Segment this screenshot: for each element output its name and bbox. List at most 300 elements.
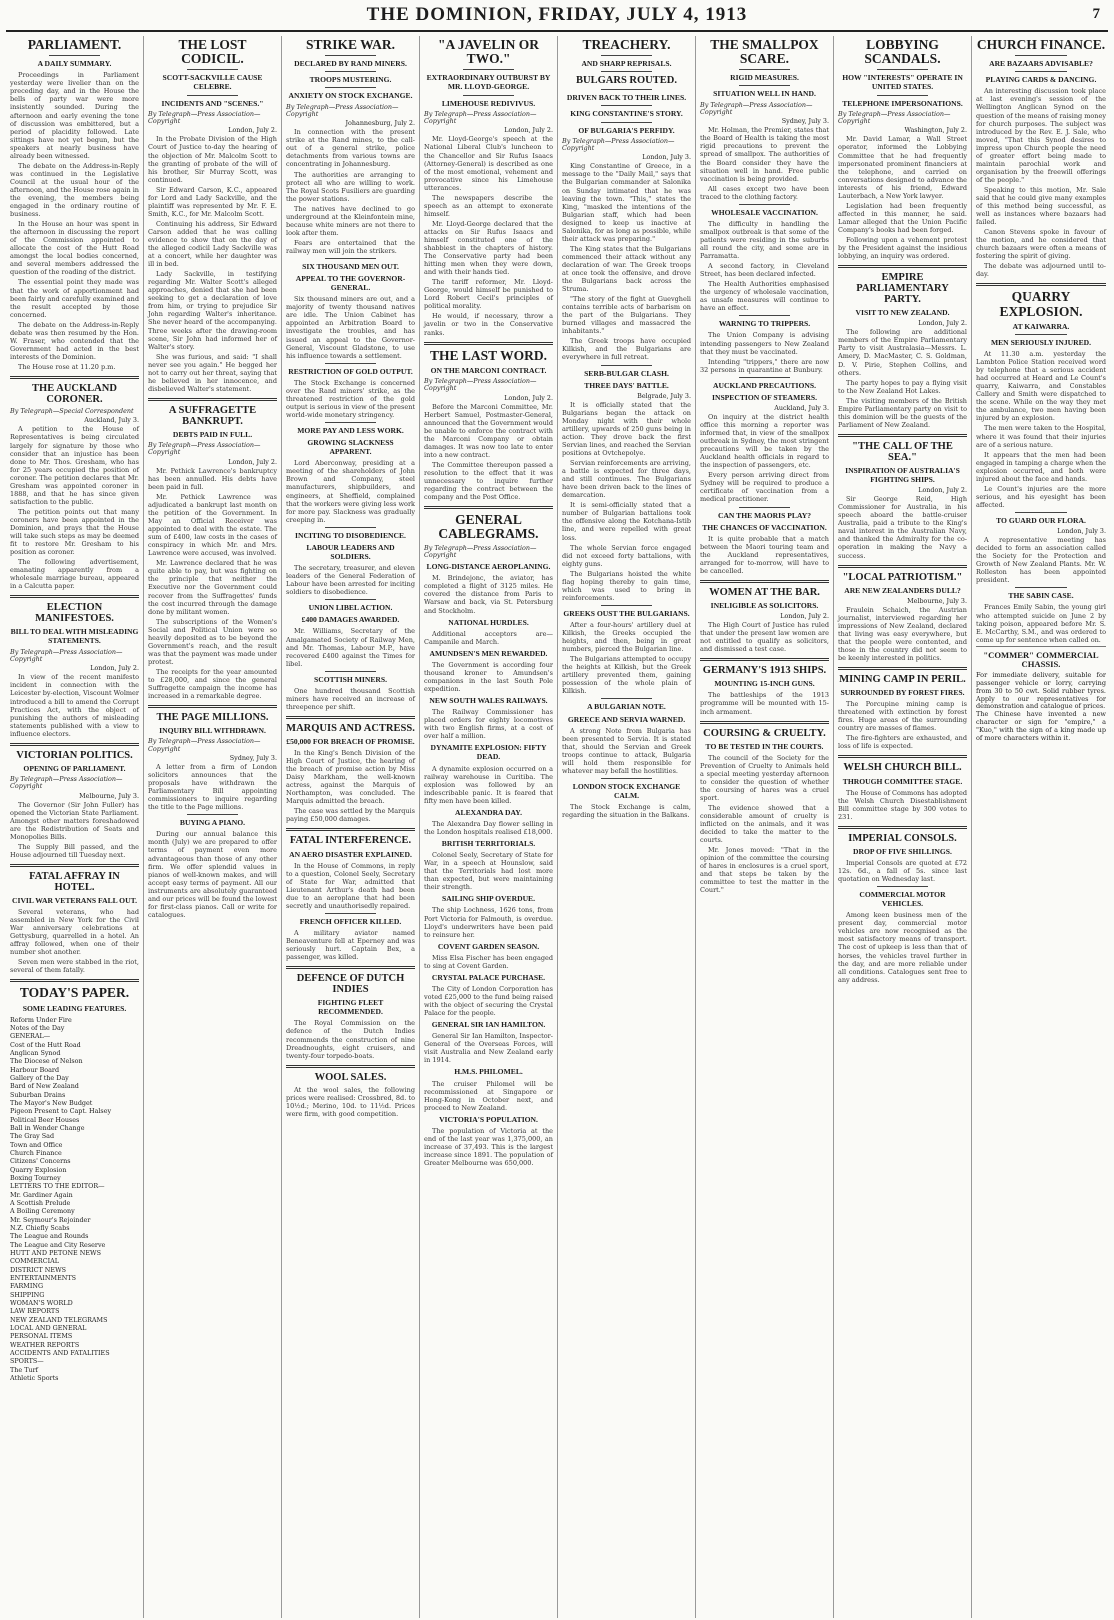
deck-item: CRYSTAL PALACE PURCHASE. — [431, 972, 546, 982]
article-body: In view of the recent manifesto incident in connection with the Leicester by-election, Viscount Wolmer introduced a bill to amend the Corrupt Practices Act, with the object of punishing the authors of misleading statements published with a view to influence electors. — [10, 673, 140, 738]
index-entry — [10, 1341, 139, 1349]
index-entry-label: WOMAN'S WORLD — [10, 1298, 73, 1307]
article-body: The Railway Commissioner has placed orders for eighty locomotives with two English firms, at a cost of over half a million. — [424, 708, 553, 741]
dateline: London, July 3. — [642, 153, 691, 162]
article-body: The Alexandra Day flower selling in the London hospitals realised £18,000. — [424, 819, 553, 836]
headline-page-millions: THE PAGE MILLIONS. — [156, 712, 269, 724]
article-body: Additional acceptors are—Campanile and March. — [424, 629, 553, 646]
index-entry — [10, 1057, 139, 1065]
index-entry-label: SHIPPING — [10, 1290, 45, 1299]
index-entry — [10, 1157, 139, 1165]
byline: By Telegraph—Press Association—Copyright — [10, 774, 123, 791]
column-1 — [6, 36, 144, 1618]
index-entry — [10, 1307, 139, 1315]
deck-item: SAILING SHIP OVERDUE. — [441, 894, 536, 904]
deck: GROWING SLACKNESS APPARENT. — [307, 438, 394, 457]
headline-defence-dutch-indies: DEFENCE OF DUTCH INDIES — [296, 973, 405, 996]
deck: BUYING A PIANO. — [179, 818, 246, 828]
deck: DRIVEN BACK TO THEIR LINES. — [566, 93, 687, 103]
index-entry — [10, 1266, 139, 1274]
deck: BILL TO DEAL WITH MISLEADING STATEMENTS. — [10, 627, 139, 646]
byline: By Telegraph—Press Association—Copyright — [424, 109, 537, 126]
column-3 — [282, 36, 420, 1618]
deck: FRENCH OFFICER KILLED. — [299, 916, 402, 926]
article-body: A petition to the House of Representatives is being circulated largely for signature by those who consider that an injustice has been done to Mr. Thos. Gresham, who has for 25 years occupied the position of coroner. The petition declares that Mr. Gresham was appointed coroner in 1888, and that he has since given satisfaction to the public. The petition points out that many coroners have been appointed in the Dominion, and prays that the House will take such steps as may be deemed fit to restore Mr. Gresham to his position as coroner. The following advertisement, emanating apparently from a wholesale marriage bureau, appeared in a Calcutta paper. — [10, 425, 139, 591]
deck: KING CONSTANTINE'S STORY. — [570, 109, 683, 119]
index-entry-label: LETTERS TO THE EDITOR— — [10, 1182, 105, 1191]
dateline: London, July 2. — [504, 126, 553, 135]
index-entry — [10, 1116, 139, 1124]
deck: INQUIRY BILL WITHDRAWN. — [159, 726, 266, 736]
index-entry-label: Bard of New Zealand — [10, 1082, 79, 1091]
dateline: Johannesburg, July 2. — [345, 119, 415, 128]
dateline: London, July 2. — [780, 612, 829, 621]
dateline: London, July 2. — [504, 393, 553, 402]
index-entry — [10, 1141, 139, 1149]
article-body: Mr. Williams, Secretary of the Amalgamated Society of Railway Men, and Mr. Thomas, Labour M.P., have recovered £400 against the Times for libel. — [286, 627, 415, 668]
dateline: London, July 2. — [228, 126, 277, 135]
headline-mining-camp: MINING CAMP IN PERIL. — [839, 674, 966, 686]
index-entry — [10, 1357, 139, 1365]
article-body: It is quite probable that a match between the Maori touring team and the Auckland representatives, arranged for to-morrow, will have to be cancelled. — [700, 534, 829, 575]
headline-fatal-interference: FATAL INTERFERENCE. — [289, 835, 412, 847]
headline-auckland-coroner: THE AUCKLAND CORONER. — [32, 382, 117, 405]
headline-todays-paper: TODAY'S PAPER. — [19, 985, 130, 1001]
index-entry — [10, 1032, 139, 1040]
article-body: The Porcupine mining camp is threatened with extinction by forest fires. Huge areas of the surrounding country are masses of flames. The fire-fighters are exhausted, and loss of life is expected. — [838, 700, 967, 751]
byline: By Telegraph—Press Association—Copyright — [700, 100, 813, 116]
dateline: Sydney, July 3. — [229, 753, 277, 762]
deck-item: H.M.S. PHILOMEL. — [454, 1067, 523, 1077]
index-entry-label: ENTERTAINMENTS — [10, 1273, 76, 1282]
index-entry-label: Gallery of the Day — [10, 1074, 69, 1083]
article-body: The Government is according four thousand kroner to Amundsen's companions in the last South Pole expedition. — [424, 660, 553, 694]
advertisement: Among keen business men of the present day, commercial motor vehicles are now recognised as the most satisfactory means of transport. The cost of upkeep is less than that of horses, the vehicles travel further in the day, and are more reliable under all conditions. Catalogues sent free to any address. — [838, 911, 967, 984]
column-7 — [834, 36, 972, 1618]
article-body: Mr. Lloyd-George's speech at the National Liberal Club's luncheon to the Chancellor and Sir Rufus Isaacs (Attorney-General) is described as one of the most emotional, vehement and provocative since his Limehouse utterances. The newspapers describe the speech as an attempt to exonerate himself. Mr. Lloyd-George declared that the attacks on Sir Rufus Isaacs and himself constituted one of the shabbiest in the chapters of history. The Conservative party had been hitting men when they were down, and with their hands tied. The tariff reformer, Mr. Lloyd-George, would himself be punished to Lord Robert Cecil's principles of political morality. He would, if necessary, throw a javelin or two in the Conservative ranks. — [424, 135, 553, 337]
article-body: The City of London Corporation has voted £25,000 to the fund being raised with the object of securing the Crystal Palace for the people. — [424, 984, 553, 1018]
ad-title: "COMMER" COMMERCIAL CHASSIS. — [983, 649, 1099, 669]
index-entry-label: Athletic Sports — [10, 1373, 59, 1382]
article-body: The Stock Exchange is concerned over the Rand miners' strike, as the threatened restriction of the gold output is serious in view of the present world-wide monetary stringency. — [286, 378, 415, 419]
deck-bulgars-routed: BULGARS ROUTED. — [576, 75, 677, 87]
deck: RIGID MEASURES. — [730, 73, 799, 83]
article-body: An interesting discussion took place at last evening's session of the Wellington Anglican Synod on the question of the means of raising money for church purposes. The subject was introduced by the Rev. E. J. Sale, who moved, "That this Synod desires to impress upon Church people the need of greater effort being made to maintain parochial work and organisation by the freewill offerings of the people." Speaking to this motion, Mr. Sale said that he could give many examples of this method being successful, as well as instances where bazaars had failed. Canon Stevens spoke in favour of the motion, and he considered that church bazaars were often a means of fostering the spirit of giving. The debate was adjourned until to-day. — [976, 87, 1107, 279]
article-body: A letter from a firm of London solicitors announces that the proposals have withdrawn the Parliamentary Bill appointing commissioners to inquire regarding the title to the Page millions. — [148, 763, 277, 812]
index-entry-label: A Scottish Prelude — [10, 1198, 71, 1207]
deck: WARNING TO TRIPPERS. — [718, 319, 811, 329]
index-entry-label: FARMING — [10, 1282, 44, 1291]
dateline: Auckland, July 3. — [84, 416, 139, 425]
deck: APPEAL TO THE GOVERNOR-GENERAL. — [295, 274, 406, 293]
index-entry — [10, 1349, 139, 1357]
article-body: The Stock Exchange is calm, regarding the situation in the Balkans. — [562, 803, 691, 820]
index-entry — [10, 1049, 139, 1057]
deck: THROUGH COMMITTEE STAGE. — [842, 776, 963, 786]
index-entry-label: LOCAL AND GENERAL — [10, 1323, 87, 1332]
headline-election-manifestoes: ELECTION MANIFESTOES. — [35, 602, 114, 625]
article-body: Sir George Reid, High Commissioner for Australia, in his speech aboard the battle-cruiser Australia, paid a tribute to the King's naval interest in the Australian Navy, and thanked the Admiralty for the co-operation in making the Navy a success. — [838, 495, 967, 560]
deck: LIMEHOUSE REDIVIVUS. — [441, 98, 536, 108]
index-entry-label: Anglican Synod — [10, 1049, 61, 1058]
article-body: Imperial Consols are quoted at £72 12s. 6d., a fall of 5s. since last quotation on Wednesday last. — [838, 858, 967, 884]
index-entry — [10, 1107, 139, 1115]
deck: ARE NEW ZEALANDERS DULL? — [844, 585, 961, 595]
article-body: Frances Emily Sabin, the young girl who attempted suicide on June 2 by taking poison, appeared before Mr. S. E. McCarthy, S.M., and was ordered to come up for sentence when called on. — [976, 603, 1106, 644]
dateline: Sydney, July 3. — [781, 117, 829, 126]
article-body: King Constantine of Greece, in a message to the "Daily Mail," says that the Bulgarian commander at Salonika on Sunday intimated that he was leaving the town. "This," states the King, "masked the intentions of the Bulgarian staff, which had been designed to keep us inactive at Salonika, for as long as possible, while their attack was preparing." The King states that the Bulgarians commenced their attack without any declaration of war. The Greek troops at once took the offensive, and drove the Bulgarians back across the Struma. "The story of the fight at Guevgheli contains terrible acts of barbarism on the part of the Bulgarians. They burned villages and massacred the inhabitants." The Greek troops have occupied Kilkish, and the Bulgarians are everywhere in full retreat. — [562, 162, 691, 362]
article-body: In the King's Bench Division of the High Court of Justice, the hearing of the breach of promise action by Miss Daisy Markham, the well-known actress, against the Marquis of Northampton, was concluded. The Marquis admitted the breach. The case was settled by the Marquis paying £50,000 damages. — [286, 749, 415, 824]
article-body: In connection with the present strike at the Rand mines, to the call-out of a general strike, police detachments from various towns are concentrating in Johannesburg. The authorities are arranging to protect all who are willing to work. The Royal Scots Fusiliers are guarding the power stations. The natives have declined to go underground at the Kleinfontein mine, because white miners are not there to look after them. Fears are entertained that the railway men will join the strikers. — [286, 128, 415, 255]
dateline: London, July 2. — [918, 486, 967, 495]
index-entry — [10, 1199, 139, 1207]
headline-strike-war: STRIKE WAR. — [305, 37, 396, 52]
deck: AND SHARP REPRISALS. — [581, 59, 672, 69]
article-body: Six thousand miners are out, and a majority of twenty thousand natives are idle. The Union Cabinet has appointed an Arbitration Board to investigate the troubles, and has issued an appeal to the Governor-General, Viscount Gladstone, to use his influence towards a settlement. — [286, 295, 415, 360]
index-entry — [10, 1149, 139, 1157]
page-number: 7 — [1092, 6, 1100, 22]
index-entry-label: Cost of the Hutt Road — [10, 1040, 81, 1049]
dateline: London, July 3. — [1057, 527, 1106, 536]
deck: SCOTTISH MINERS. — [313, 674, 387, 684]
deck: DROP OF FIVE SHILLINGS. — [853, 846, 952, 856]
deck: ON THE MARCONI CONTRACT. — [430, 365, 547, 375]
index-entry-label: WEATHER REPORTS — [10, 1340, 80, 1349]
deck: OPENING OF PARLIAMENT. — [23, 763, 126, 773]
deck: SOME LEADING FEATURES. — [22, 1003, 127, 1013]
headline-last-word: THE LAST WORD. — [430, 347, 547, 363]
deck: MEN SERIOUSLY INJURED. — [990, 337, 1092, 347]
article-body: On inquiry at the district health office this morning a reporter was informed that, in view of the smallpox outbreak in Sydney, the most stringent precautions will be taken by the Auckland health officials in regard to the inspection of passengers, etc. Every person arriving direct from Sydney will be required to produce a certificate of vaccination from a medical practitioner. — [700, 412, 829, 504]
deck-item: NATIONAL HURDLES. — [448, 617, 529, 627]
byline: By Telegraph—Press Association—Copyright — [148, 441, 261, 457]
article-body: Lord Aberconway, presiding at a meeting of the shareholders of John Brown and Company, steel manufacturers, shipbuilders, and engineers, at Sheffield, complained that the workers were giving less work for more pay. Slackness was gradually creeping in. — [286, 459, 415, 524]
article-body: A military aviator named Beneaventure fell at Eperney and was seriously hurt. Captain Bex, a passenger, was killed. — [286, 929, 415, 962]
deck: RESTRICTION OF GOLD OUTPUT. — [288, 366, 413, 376]
index-entry-label: Notes of the Day — [10, 1024, 65, 1033]
deck: MORE PAY AND LESS WORK. — [297, 426, 404, 436]
deck: INCITING TO DISOBEDIENCE. — [295, 530, 406, 540]
headline-fatal-affray: FATAL AFFRAY IN HOTEL. — [29, 870, 120, 893]
index-entry — [10, 1207, 139, 1215]
index-entry — [10, 1374, 139, 1382]
headline-germany-ships: GERMANY'S 1913 SHIPS. — [702, 665, 827, 677]
article-body: The Governor (Sir John Fuller) has opened the Victorian State Parliament. Amongst other matters foreshadowed are the Redistribution of Seats and Monopolies Bills. The Supply Bill passed, and the House adjourned till Tuesday next. — [10, 800, 139, 859]
index-entry-label: DISTRICT NEWS — [10, 1265, 67, 1274]
deck: THREE DAYS' BATTLE. — [584, 380, 669, 390]
article-body: A representative meeting has decided to form an association called the Society for the Protection and Growth of New Zealand Plants. Mr. W. Rolleston has been appointed president. — [976, 536, 1106, 585]
index-entry-label: Mr. Seymour's Rejoinder — [10, 1215, 91, 1224]
index-entry — [10, 1291, 139, 1299]
headline-empire-parliamentary: EMPIRE PARLIAMENTARY PARTY. — [856, 272, 949, 306]
article-body: Colonel Seely, Secretary of State for War, in a speech at Hounslow, said that the Territorials had lost more than expected, but were maintaining their strength. — [424, 851, 553, 892]
headline-suffragette-bankrupt: A SUFFRAGETTE BANKRUPT. — [168, 404, 257, 427]
deck-item: COVENT GARDEN SEASON. — [437, 941, 540, 951]
deck: COMMERCIAL MOTOR VEHICLES. — [859, 890, 946, 909]
headline-wool-sales: WOOL SALES. — [314, 1071, 387, 1083]
index-entry-label: The Gray Sad — [10, 1132, 55, 1141]
index-entry-label: The League and City Reserve — [10, 1240, 106, 1249]
index-entry — [10, 1224, 139, 1232]
deck-item: DYNAMITE EXPLOSION: FIFTY DEAD. — [430, 743, 547, 762]
deck-item: ALEXANDRA DAY. — [455, 807, 522, 817]
index-entry — [10, 1099, 139, 1107]
index-entry — [10, 1016, 139, 1024]
article-body: In the Probate Division of the High Court of Justice to-day the hearing of the objection of Mr. Malcolm Scott to the granting of probate of the will of his brother, Sir Murray Scott, was continued. Sir Edward Carson, K.C., appeared for Lord and Lady Sackville, and the plaintiff was represented by Mr. F. E. Smith, K.C., for Mr. Malcolm Scott. Continuing his address, Sir Edward Carson added that he was calling evidence to show that on the day of the alleged codicil Lady Sackville was at a concert, while her daughter was ill in bed. Lady Sackville, in testifying regarding Mr. Walter Scott's alleged approaches, denied that she had been seeking to get a declaration of love from him, or trying to prejudice Sir John regarding Walter's inheritance. She never heard of the accompanying. Three weeks after the drawing-room scene, Sir John had informed her of Walter's story. She was furious, and said: "I shall never see you again." He begged her not to carry out her threat, saying that he believed in her innocence, and disbelieved Walter's statement. — [148, 135, 277, 393]
index-entry — [10, 1124, 139, 1132]
article-body: Mr. Holman, the Premier, states that the Board of Health is taking the most rigid precautions to prevent the spread of smallpox. The authorities of the Board consider they have the situation well in hand. Free public vaccination is being provided. All cases except two have been traced to the clothing factory. — [700, 126, 829, 201]
index-entry — [10, 1182, 139, 1190]
deck: AT KAIWARRA. — [1012, 321, 1070, 331]
article-body: The population of Victoria at the end of the last year was 1,375,000, an increase of 37,493. This is the largest increase since 1891. The population of Greater Melbourne was 650,000. — [424, 1126, 553, 1168]
deck: £50,000 FOR BREACH OF PROMISE. — [286, 736, 415, 746]
deck-item: NEW SOUTH WALES RAILWAYS. — [429, 696, 548, 706]
index-entry — [10, 1174, 139, 1182]
deck-daily-summary: A DAILY SUMMARY. — [37, 59, 112, 69]
headline-smallpox-scare: THE SMALLPOX SCARE. — [710, 37, 819, 67]
index-entry-label: The Turf — [10, 1365, 38, 1374]
headline-church-finance: CHURCH FINANCE. — [976, 37, 1106, 52]
index-entry — [10, 1332, 139, 1340]
index-entry-label: Town and Office — [10, 1140, 63, 1149]
index-entry-label: The Mayor's New Budget — [10, 1099, 93, 1108]
article-body: Mr. David Lamar, a Wall Street operator, informed the Lobbying Committee that he had frequently impersonated prominent financiers at the telephone, and carried on conversations designed to advance the interests of his friend, Edward Lauterbach, a New York lawyer. Legislation had been frequently affected in this manner, he said. Lamar alleged that the Union Pacific Company's books had been forged. Following upon a vehement protest by the President against the insidious lobbying, an inquiry was ordered. — [838, 135, 967, 261]
article-body: The House of Commons has adopted the Welsh Church Disestablishment Bill committee stage by 300 votes to 231. — [838, 788, 967, 821]
index-entry-label: Harbour Board — [10, 1065, 60, 1074]
deck: LONDON STOCK EXCHANGE CALM. — [572, 781, 681, 801]
deck: TO BE TESTED IN THE COURTS. — [705, 741, 824, 751]
dateline: London, July 2. — [918, 319, 967, 328]
deck-item: GENERAL SIR IAN HAMILTON. — [431, 1020, 546, 1030]
index-entry-label: Ball in Wender Change — [10, 1124, 85, 1133]
deck: OF BULGARIA'S PERFIDY. — [578, 125, 675, 135]
article-body: Proceedings in Parliament yesterday were livelier than on the preceding day, and in the House the bells of party war were more insistently sounded. During the afternoon and early evening the tone of discussion was embittered, but a period of placidity followed. Late sittings have not yet begun, but the speakers at nearly business have already been witnessed. The debate on the Address-in-Reply was continued in the Legislative Council at the usual hour of the afternoon, and the House rose again in the evening, the members being engaged in the ordinary routine of business. In the House an hour was spent in the afternoon in discussing the report of the Commission appointed to allocate the cost of the Hutt Road amongst the local bodies concerned, and several members addressed the question of the roading of the district. The essential point they made was that the work of apportionment had been fairly and carefully examined and the result accepted by those concerned. The debate on the Address-in-Reply debate was then resumed by the Hon. W. Fraser, who contended that the Government had acted in the best interests of the Dominion. The House rose at 11.20 p.m. — [10, 71, 139, 371]
index-entry-label: Mr. Gardiner Again — [10, 1190, 73, 1199]
deck: PLAYING CARDS & DANCING. — [985, 75, 1097, 85]
byline: By Telegraph—Press Association—Copyright — [286, 102, 399, 118]
article-body: The ship Lochness, 1626 tons, from Port Victoria for Falmouth, is overdue. Lloyd's underwriters have been paid to reinsure her. — [424, 906, 553, 939]
index-entry-label: Pigeon Present to Capt. Halsey — [10, 1107, 112, 1116]
index-entry-label: A Boiling Ceremony — [10, 1207, 75, 1216]
byline: By Telegraph—Press Association—Copyright — [148, 737, 261, 753]
index-entry-label: HUTT AND PETONE NEWS — [10, 1248, 101, 1257]
index-entry-label: PERSONAL ITEMS — [10, 1332, 73, 1341]
dateline: Auckland, July 3. — [774, 403, 829, 412]
advertisement: During our annual balance this month (July) we are prepared to offer terms of payment even more advantageous than those of any other firm. We offer splendid values in pianos of well-known makes, and will accept easy terms of payment. All our instruments are absolutely guaranteed and our prices will be found the lowest for first-class pianos. Call or write for catalogues. — [148, 830, 277, 919]
index-entry — [10, 1299, 139, 1307]
deck-item: BRITISH TERRITORIALS. — [441, 839, 536, 849]
deck: TROOPS MUSTERING. — [309, 75, 392, 85]
headline-javelin: "A JAVELIN OR TWO." — [437, 37, 540, 67]
deck: INSPIRATION OF AUSTRALIA'S FIGHTING SHIPS. — [845, 465, 960, 485]
deck: INSPECTION OF STEAMERS. — [712, 392, 817, 402]
deck: A BULGARIAN NOTE. — [587, 702, 666, 712]
dateline: Melbourne, July 3. — [79, 791, 139, 800]
article-body: Fraulein Schaich, the Austrian journalist, interviewed regarding her impressions of New Zealand, declared that living was easy everywhere, but that the people were contented, and those in the country did not seem to be keenly interested in politics. — [838, 605, 967, 663]
byline: By Telegraph—Press Association—Copyright — [148, 109, 261, 126]
index-entry — [10, 1324, 139, 1332]
deck: MOUNTING 15-INCH GUNS. — [714, 679, 815, 689]
byline: By Telegraph—Special Correspondent — [10, 407, 134, 415]
article-body: One hundred thousand Scottish miners have received an increase of threepence per shift. — [286, 686, 415, 711]
dateline: Belgrade, July 3. — [637, 391, 691, 400]
article-body: At the wool sales, the following prices were realised: Crossbred, 8d. to 10½d.; Merino, 10d. to 11½d. Prices were firm, with good competition. — [286, 1085, 415, 1118]
index-entry-label: ACCIDENTS AND FATALITIES — [10, 1348, 110, 1357]
deck: £400 DAMAGES AWARDED. — [301, 615, 400, 625]
deck: ANXIETY ON STOCK EXCHANGE. — [288, 91, 413, 101]
deck: SURROUNDED BY FOREST FIRES. — [840, 688, 965, 698]
deck: AUCKLAND PRECAUTIONS. — [713, 380, 816, 390]
index-entry — [10, 1082, 139, 1090]
index-entry-label: Suburban Drains — [10, 1090, 66, 1099]
deck: AN AERO DISASTER EXPLAINED. — [289, 849, 412, 859]
index-entry-label: N.Z. Chiefly Scabs — [10, 1223, 70, 1232]
headline-treachery: TREACHERY. — [582, 37, 671, 52]
deck: DECLARED BY RAND MINERS. — [294, 59, 407, 69]
article-body: General Sir Ian Hamilton, Inspector-General of the Overseas Forces, will visit Australia and New Zealand early in 1914. — [424, 1032, 553, 1065]
article-body: After a four-hours' artillery duel at Kilkish, the Greeks occupied the heights, and then, being in great numbers, pierced the Bulgarian line. The Bulgarians attempted to occupy the heights at Kilkish, but the Greek artillery prevented them, gaining possession of the whole plain of Kilkish. — [562, 621, 691, 696]
index-entry-label: The League and Rounds — [10, 1232, 89, 1241]
article-body: Miss Elsa Fischer has been engaged to sing at Covent Garden. — [424, 953, 553, 970]
deck-item: AMUNDSEN'S MEN REWARDED. — [429, 648, 548, 658]
index-entry — [10, 1041, 139, 1049]
headline-call-of-sea: "THE CALL OF THE SEA." — [852, 440, 953, 463]
index-entry-label: Quarry Explosion — [10, 1165, 67, 1174]
deck: GREEKS OUST THE BULGARIANS. — [563, 608, 690, 618]
column-5 — [558, 36, 696, 1618]
index-entry — [10, 1132, 139, 1140]
index-entry — [10, 1274, 139, 1282]
article-body: A strong Note from Bulgaria has been presented to Servia. It is stated that, should the Servian and Greek troops continue to attack, Bulgaria will hold them responsible for whatever may befall the hostilities. — [562, 726, 691, 775]
deck: FIGHTING FLEET RECOMMENDED. — [317, 998, 384, 1017]
index-entry — [10, 1024, 139, 1032]
article-body: Mr. Pethick Lawrence's bankruptcy has been annulled. His debts have been paid in full. Mr. Pethick Lawrence was adjudicated a bankrupt last month on the petition of the Government. In May an Official Receiver was appointed to deal with the estate. The sum of £400, law costs in the cases of conspiracy in which Mr. and Mrs. Lawrence were accused, was involved. Mr. Lawrence declared that he was quite able to pay, but was fighting on the principle that neither the Executive nor the Government could recover from the Suffragettes' funds the cost incurred through the damage done by militant women. The subscriptions of the Women's Social and Political Union were so heavily deposited as to be beyond the Government's reach, and the result was that the payment was made under protest. The receipts for the year amounted to £28,000, and since the general Suffragette campaign the income has increased in a remarkable degree. — [148, 466, 277, 701]
deck: INELIGIBLE AS SOLICITORS. — [710, 600, 819, 610]
index-entry — [10, 1191, 139, 1199]
article-body: The Royal Commission on the defence of the Dutch Indies recommends the construction of nine Dreadnoughts, eight cruisers, and twenty-four torpedo-boats. — [286, 1019, 415, 1060]
deck: HOW "INTERESTS" OPERATE IN UNITED STATES. — [842, 73, 963, 92]
article-body: The battleships of the 1913 programme will be mounted with 15-inch armament. — [700, 691, 829, 716]
dateline: Washington, July 2. — [904, 126, 967, 135]
deck: CAN THE MAORIS PLAY? — [717, 510, 812, 520]
headline-marquis-actress: MARQUIS AND ACTRESS. — [286, 722, 415, 734]
byline: By Telegraph—Press Association—Copyright — [424, 376, 537, 393]
article-body: The secretary, treasurer, and eleven leaders of the General Federation of Labour have been arrested for inciting soldiers to disobedience. — [286, 564, 415, 597]
column-4 — [420, 36, 558, 1618]
index-entry-label: SPORTS— — [10, 1357, 44, 1366]
index-entry — [10, 1166, 139, 1174]
deck: SERB-BULGAR CLASH. — [584, 368, 669, 378]
deck: CIVIL WAR VETERANS FALL OUT. — [12, 895, 137, 905]
index-entry — [10, 1316, 139, 1324]
deck: THE SABIN CASE. — [1008, 591, 1074, 601]
advertisement: "COMMER" COMMERCIAL CHASSIS. For immediate delivery, suitable for passenger vehicle or lorry, carrying from 30 to 50 cwt. Solid rubber tyres. Apply to our representatives for demonstration and catalogue of prices. The Chinese have invented a new character or sign for "empire," a "Kuo," with the sign of a king made up of more characters within it. — [976, 646, 1106, 743]
index-entry-label: LAW REPORTS — [10, 1307, 60, 1316]
article-body: At 11.30 a.m. yesterday the Lambton Police Station received word by telephone that a serious accident had occurred at Heard and Le Count's quarry, Kaiwarra, and Constables Callery and Smith were dispatched to the scene. While on the way they met the ambulance, two men having been injured by an explosion. The men were taken to the Hospital, where it was found that their injuries are of a serious nature. It appears that the men had been engaged in tamping a charge when the explosion occurred, and both were injured about the face and hands. Le Count's injuries are the more serious, and his eyesight has been affected. — [976, 350, 1106, 509]
headline-lost-codicil: THE LOST CODICIL. — [178, 37, 247, 67]
headline-general-cablegrams: GENERAL CABLEGRAMS. — [438, 512, 539, 542]
byline: By Telegraph—Press Association—Copyright — [562, 136, 675, 152]
article-body: A dynamite explosion occurred on a railway warehouse in Curitiba. The explosion was followed by an indescribable panic. It is feared that fifty men have been killed. — [424, 764, 553, 805]
deck: TO GUARD OUR FLORA. — [996, 515, 1086, 525]
deck: LABOUR LEADERS AND SOLDIERS. — [306, 542, 395, 561]
deck: GREECE AND SERVIA WARNED. — [567, 714, 686, 724]
index-entry — [10, 1366, 139, 1374]
index-entry — [10, 1241, 139, 1249]
index-entry-label: NEW ZEALAND TELEGRAMS — [10, 1315, 108, 1324]
deck-item: VICTORIA'S POPULATION. — [439, 1114, 538, 1124]
byline: By Telegraph—Press Association—Copyright — [838, 109, 951, 126]
masthead — [6, 0, 1108, 32]
index-entry-label: Church Finance — [10, 1149, 62, 1157]
index-entry-label: The Diocese of Nelson — [10, 1057, 83, 1066]
headline-parliament: PARLIAMENT. — [27, 37, 122, 52]
byline: By Telegraph—Press Association—Copyright — [424, 543, 537, 559]
article-body: Several veterans, who had assembled in New York for the Civil War anniversary celebrations at Gettysburg, quarrelled in a hotel. An affray followed, when one of their number shot another. Seven men were stabbed in the riot, several of them fatally. — [10, 908, 139, 975]
index-entry — [10, 1216, 139, 1224]
deck: UNION LIBEL ACTION. — [308, 603, 393, 613]
headline-coursing-cruelty: COURSING & CRUELTY. — [703, 727, 826, 739]
dateline: Melbourne, July 3. — [907, 596, 967, 605]
index-entry — [10, 1282, 139, 1290]
deck: EXTRAORDINARY OUTBURST BY MR. LLOYD-GEORGE. — [426, 73, 551, 92]
article-body: M. Brindejonc, the aviator, has completed a flight of 3125 miles. He covered the distance from Paris to Warsaw and back, via St. Petersburg and Stockholm. — [424, 574, 553, 615]
deck-item: LONG-DISTANCE AEROPLANING. — [426, 562, 551, 572]
index-entry-label: GENERAL— — [10, 1032, 51, 1041]
deck: SITUATION WELL IN HAND. — [713, 89, 816, 99]
masthead-title: THE DOMINION, FRIDAY, JULY 4, 1913 — [366, 4, 748, 25]
deck: DEBTS PAID IN FULL. — [172, 429, 253, 439]
headline-quarry-explosion: QUARRY EXPLOSION. — [999, 289, 1083, 319]
byline: By Telegraph—Press Association—Copyright — [10, 647, 123, 663]
deck: THE CHANCES OF VACCINATION. — [702, 522, 827, 532]
deck: TELEPHONE IMPERSONATIONS. — [842, 98, 963, 108]
columns — [6, 36, 1108, 1618]
index-entry — [10, 1074, 139, 1082]
todays-paper-index — [10, 1016, 139, 1382]
index-entry-label: COMMERCIAL — [10, 1257, 59, 1266]
column-2 — [144, 36, 282, 1618]
index-entry-label: Boxing Tourney — [10, 1173, 61, 1182]
index-entry — [10, 1066, 139, 1074]
index-entry — [10, 1257, 139, 1265]
deck: SCOTT-SACKVILLE CAUSE CELEBRE. — [162, 73, 263, 92]
dateline: London, July 2. — [228, 457, 277, 466]
article-body: It is officially stated that the Bulgarians began the attack on Monday night with their whole artillery, upwards of 250 guns being in action. They drove back the first Servian lines, and reached the Servian positions at Ovtchepolye. Servian reinforcements are arriving, a battle is expected for three days, and still continues. The Bulgarians have been driven back to the lines of demarcation. It is semi-officially stated that a number of Bulgarian battalions took the offensive along the Kotchana-Istib line, and were repelled with great loss. The whole Servian force engaged did not exceed forty battalions, with eighty guns. The Bulgarians hoisted the white flag hoping thereby to gain time, which was used to bring in reinforcements. — [562, 400, 691, 602]
article-body: The difficulty in handling the smallpox outbreak is that some of the patients were residing in the suburbs all round the city, and some are in Parramatta. A second factory, in Cleveland Street, has been declared infected. The Health Authorities emphasised the urgency of wholesale vaccination, as unsafe measures will continue to have an effect. — [700, 219, 829, 313]
index-entry-label: Political Beer Houses — [10, 1115, 80, 1124]
deck: SIX THOUSAND MEN OUT. — [302, 261, 399, 271]
article-body: The cruiser Philomel will be recommissioned at Singapore or Hong-Kong in October next, and proceed to New Zealand. — [424, 1079, 553, 1112]
index-entry-label: Reform Under Fire — [10, 1015, 72, 1024]
deck: INCIDENTS AND "SCENES." — [161, 98, 264, 108]
headline-women-at-bar: WOMEN AT THE BAR. — [709, 586, 820, 598]
headline-victorian-politics: VICTORIAN POLITICS. — [16, 749, 133, 761]
article-body: The High Court of Justice has ruled that under the present law women are not entitled to qualify as solicitors, and dismissed a test case. — [700, 621, 829, 654]
headline-welsh-church: WELSH CHURCH BILL. — [843, 762, 962, 774]
headline-lobbying-scandals: LOBBYING SCANDALS. — [864, 37, 941, 67]
article-body: The council of the Society for the Prevention of Cruelty to Animals held a special meeting yesterday afternoon to consider the question of whether the coursing of hares was a cruel sport. The evidence showed that a considerable amount of cruelty is inflicted on the animals, and it was decided to take the matter to the courts. Mr. Jones moved: "That in the opinion of the committee the coursing of hares in enclosures is a cruel sport, and that steps be taken by the committee to test the matter in the Court." — [700, 753, 829, 895]
article-body: Before the Marconi Committee, Mr. Herbert Samuel, Postmaster-General, announced that the Government would be unable to enforce the contract with the Marconi Company or obtain damages. It was now too late to enter into a new contract. The Committee thereupon passed a resolution to the effect that it was unnecessary to inquire further regarding the contract between the company and the Post Office. — [424, 402, 554, 502]
article-body: The following are additional members of the Empire Parliamentary Party to visit Australasia—Messrs. L. Amery, D. MacMaster, C. S. Goldman, D. V. Pirie, Stephen Collins, and others. The party hopes to pay a flying visit to the New Zealand Hot Lakes. The visiting members of the British Empire Parliamentary party on visit to this dominion will be the guests of the Parliament of New Zealand. — [838, 328, 967, 429]
index-entry — [10, 1091, 139, 1099]
column-6 — [696, 36, 834, 1618]
index-entry — [10, 1232, 139, 1240]
deck: ARE BAZAARS ADVISABLE? — [989, 59, 1093, 69]
index-entry — [10, 1249, 139, 1257]
column-8 — [972, 36, 1110, 1618]
article-body: In the House of Commons, in reply to a question, Colonel Seely, Secretary of State for War, admitted that Lieutenant Arthur's death had been due to an aeroplane that had been secretly and unauthorisedly repaired. — [286, 861, 415, 910]
